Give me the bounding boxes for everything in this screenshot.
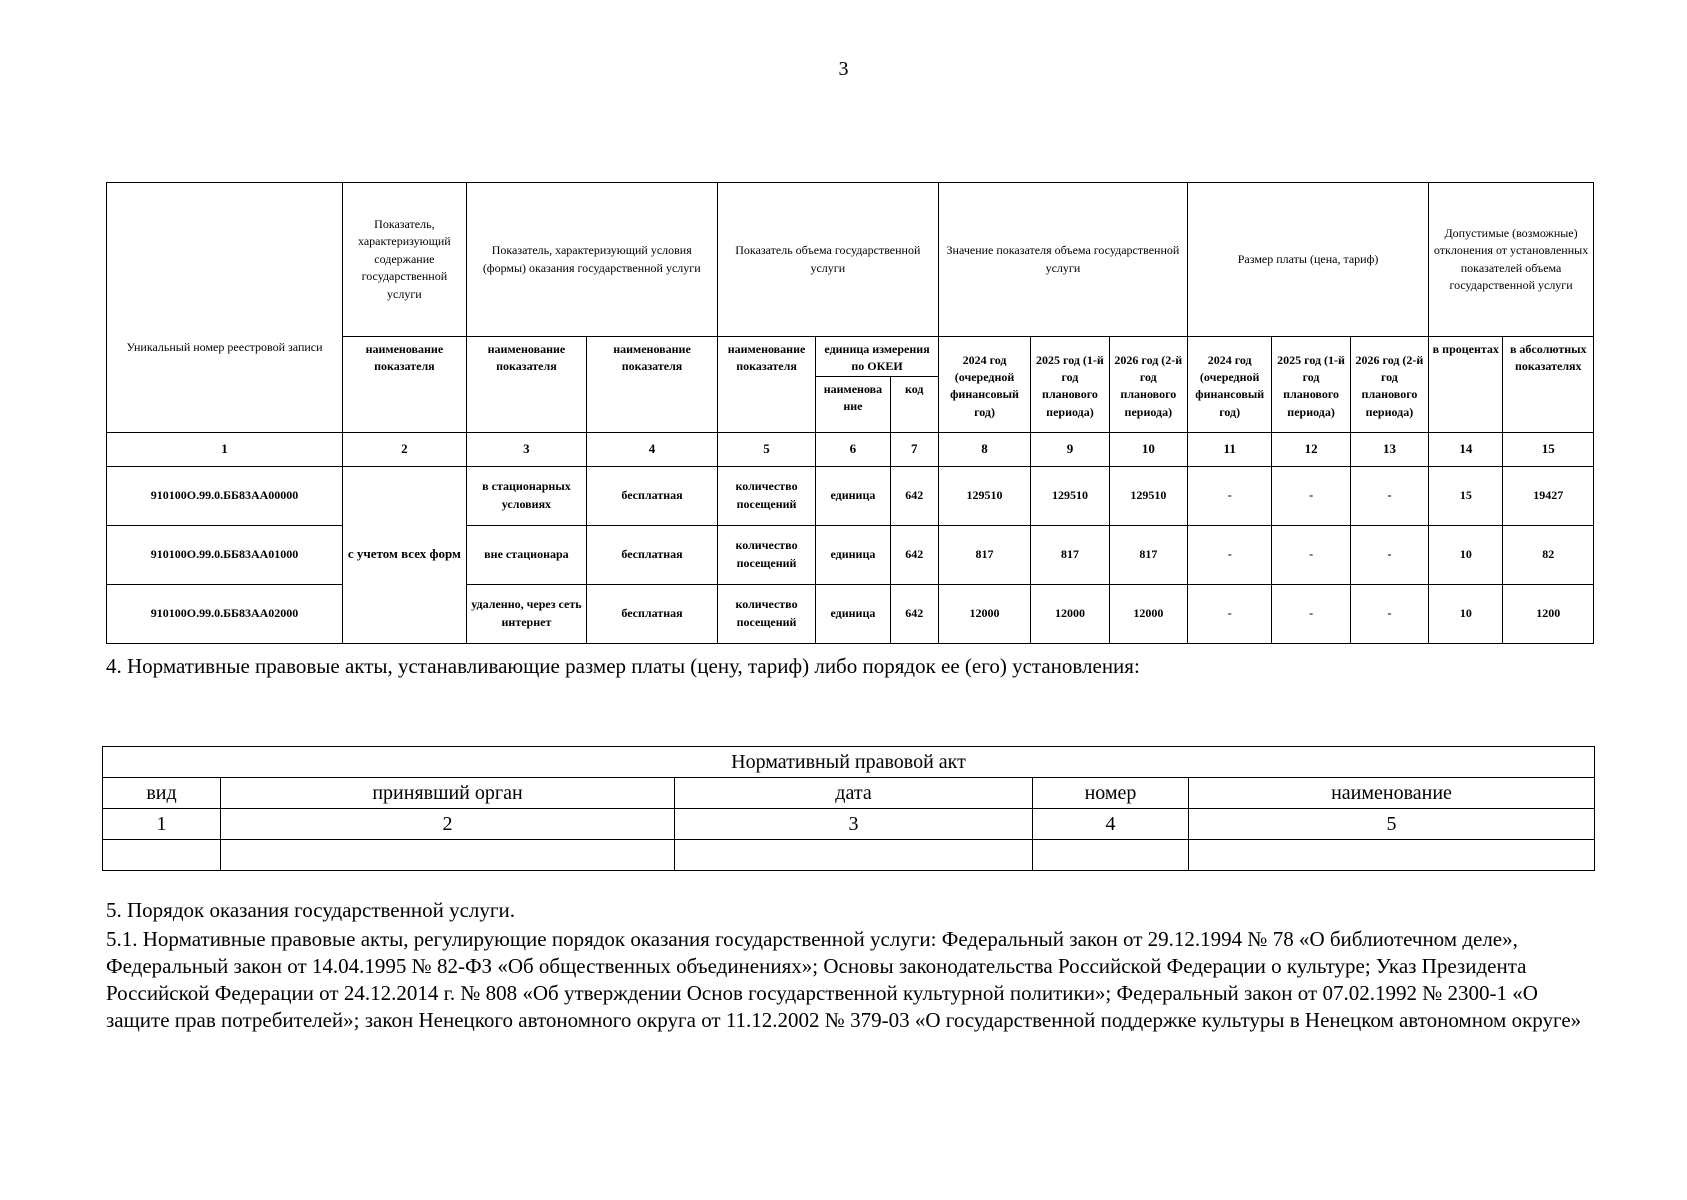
header-in-absolute: в абсолютных показателях [1503,337,1594,433]
header-indicator-name: наименование показателя [717,337,815,433]
form: бесплатная [587,525,718,584]
header-in-percent: в процентах [1429,337,1503,433]
header-indicator-name: наименование показателя [587,337,718,433]
value-2025: 129510 [1031,466,1109,525]
header-year-2025: 2025 год (1-й год планового периода) [1031,337,1109,433]
column-header: наименование [1189,778,1595,809]
column-number: 4 [1033,809,1189,840]
empty-cell [1033,840,1189,871]
column-header: дата [675,778,1033,809]
value-2025: 12000 [1031,584,1109,643]
okei-code: 642 [890,525,938,584]
page-number: 3 [838,58,849,80]
condition: вне стационара [466,525,587,584]
column-number: 7 [890,432,938,466]
value-2026: 12000 [1109,584,1187,643]
unit: единица [816,584,890,643]
section-4-heading: 4. Нормативные правовые акты, устанавливающие размер платы (цену, тариф) либо порядок ее (его) установления: [106,654,1140,678]
deviation-percent: 10 [1429,525,1503,584]
column-number: 13 [1350,432,1428,466]
table-row [107,525,1594,584]
legal-acts-table [102,746,1595,871]
header-volume-indicator: Показатель объема государственной услуги [717,183,938,337]
header-fee-size: Размер платы (цена, тариф) [1188,183,1429,337]
fee-2025: - [1272,525,1350,584]
fee-2026: - [1350,584,1428,643]
header-content-indicator: Показатель, характеризующий содержание государственной услуги [343,183,467,337]
column-number: 8 [938,432,1030,466]
empty-cell [1189,840,1595,871]
indicator: количество посещений [717,466,815,525]
value-2024: 817 [938,525,1030,584]
header-conditions-indicator: Показатель, характеризующий условия (формы) оказания государственной услуги [466,183,717,337]
column-number: 6 [816,432,890,466]
column-number: 12 [1272,432,1350,466]
legal-acts-title: Нормативный правовой акт [103,747,1595,778]
header-indicator-name: наименование показателя [466,337,587,433]
form: бесплатная [587,466,718,525]
header-unit-name: наименова ние [816,376,890,432]
header-year-2026: 2026 год (2-й год планового периода) [1109,337,1187,433]
deviation-percent: 10 [1429,584,1503,643]
deviation-absolute: 82 [1503,525,1594,584]
okei-code: 642 [890,584,938,643]
header-year-2024: 2024 год (очередной финансовый год) [938,337,1030,433]
section-5-1-text: 5.1. Нормативные правовые акты, регулирующие порядок оказания государственной услуги: Федеральный закон от 29.12.1994 № 78 «О библиотечном деле», Федеральный закон от 14.04.1995 № 82-ФЗ «Об общественных объединениях»; Основы законодательства Российской Федерации о культуре; Указ Президента Российской Федерации от 24.12.2014 г. № 808 «Об утверждении Основ государственной культурной политики»; Федеральный закон от 07.02.1992 № 2300-1 «О защите прав потребителей»; закон Ненецкого автономного округа от 11.12.2002 № 379-03 «О государственной поддержке культуры в Ненецком автономном округе» [106,927,1582,1032]
unit: единица [816,466,890,525]
table-row [107,466,1594,525]
empty-row [103,840,1595,871]
header-deviations: Допустимые (возможные) отклонения от установленных показателей объема государственной услуги [1429,183,1594,337]
header-unit-okei: единица измерения по ОКЕИ [816,337,939,377]
fee-2024: - [1188,584,1272,643]
column-number: 5 [717,432,815,466]
deviation-absolute: 19427 [1503,466,1594,525]
fee-2025: - [1272,584,1350,643]
header-volume-values: Значение показателя объема государственной услуги [938,183,1187,337]
empty-cell [221,840,675,871]
column-number: 2 [221,809,675,840]
condition: в стационарных условиях [466,466,587,525]
registry-code: 910100О.99.0.ББ83АА01000 [107,525,343,584]
column-number: 11 [1188,432,1272,466]
header-indicator-name: наименование показателя [343,337,467,433]
column-number: 10 [1109,432,1187,466]
column-header: принявший орган [221,778,675,809]
fee-2024: - [1188,466,1272,525]
indicator: количество посещений [717,584,815,643]
value-2026: 129510 [1109,466,1187,525]
column-number: 3 [466,432,587,466]
form: бесплатная [587,584,718,643]
value-2024: 129510 [938,466,1030,525]
indicator: количество посещений [717,525,815,584]
section-5-heading: 5. Порядок оказания государственной услуги. [106,898,515,922]
value-2025: 817 [1031,525,1109,584]
header-year-2026: 2026 год (2-й год планового периода) [1350,337,1428,433]
column-number: 14 [1429,432,1503,466]
empty-cell [675,840,1033,871]
registry-code: 910100О.99.0.ББ83АА02000 [107,584,343,643]
column-header: вид [103,778,221,809]
deviation-absolute: 1200 [1503,584,1594,643]
header-unit-code: код [890,376,938,432]
fee-2026: - [1350,466,1428,525]
column-number: 9 [1031,432,1109,466]
header-year-2024: 2024 год (очередной финансовый год) [1188,337,1272,433]
registry-code: 910100О.99.0.ББ83АА00000 [107,466,343,525]
condition: удаленно, через сеть интернет [466,584,587,643]
deviation-percent: 15 [1429,466,1503,525]
column-header: номер [1033,778,1189,809]
column-number: 2 [343,432,467,466]
column-number: 4 [587,432,718,466]
okei-code: 642 [890,466,938,525]
value-2024: 12000 [938,584,1030,643]
column-number: 1 [103,809,221,840]
fee-2025: - [1272,466,1350,525]
column-number: 1 [107,432,343,466]
unit: единица [816,525,890,584]
column-number: 15 [1503,432,1594,466]
fee-2024: - [1188,525,1272,584]
service-volume-table [106,182,1594,644]
content-value: с учетом всех форм [343,466,467,643]
header-year-2025: 2025 год (1-й год планового периода) [1272,337,1350,433]
column-number: 3 [675,809,1033,840]
table-row [107,584,1594,643]
column-number: 5 [1189,809,1595,840]
empty-cell [103,840,221,871]
header-unique-number: Уникальный номер реестровой записи [107,183,343,433]
fee-2026: - [1350,525,1428,584]
value-2026: 817 [1109,525,1187,584]
